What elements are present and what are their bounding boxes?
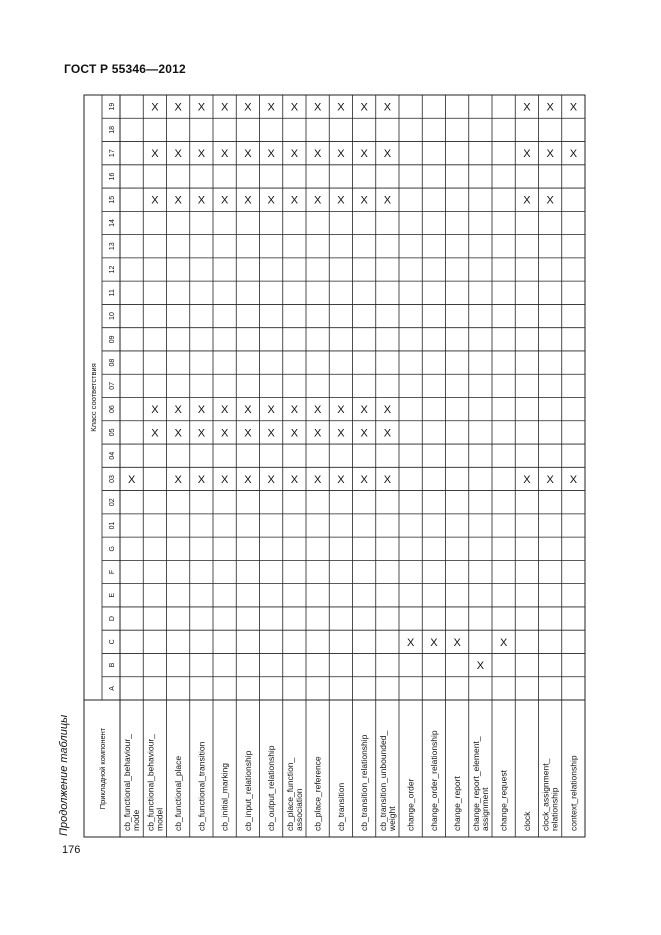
conformance-mark: X: [151, 427, 159, 440]
conformance-mark: X: [546, 101, 554, 114]
conformance-mark: X: [220, 473, 229, 486]
table-grid: [84, 95, 585, 837]
conformance-mark: X: [546, 194, 554, 207]
conformance-mark: X: [546, 148, 554, 161]
conformance-mark: X: [313, 194, 322, 207]
conformance-mark: X: [220, 427, 229, 440]
conformance-mark: X: [523, 101, 531, 114]
conformance-mark: X: [127, 473, 136, 486]
conformance-mark: X: [383, 404, 392, 417]
component-name: cb_place_reference: [312, 756, 323, 831]
conformance-mark: X: [383, 427, 392, 440]
conformance-mark: X: [151, 404, 159, 417]
conformance-mark: X: [523, 473, 531, 486]
column-label-01: 01: [109, 521, 116, 530]
component-name: relationship: [549, 787, 560, 831]
conformance-mark: X: [290, 148, 299, 161]
component-name: change_order: [405, 778, 416, 831]
conformance-mark: X: [220, 101, 229, 114]
component-name: cb_functional_behaviour_: [145, 734, 156, 831]
component-name: mode: [131, 809, 142, 831]
component-name: assignment: [479, 787, 490, 831]
column-label-18: 18: [109, 126, 116, 134]
component-name: clock: [521, 811, 532, 831]
column-label-04: 04: [109, 451, 116, 460]
component-name: cb_functional_transition: [196, 741, 207, 831]
column-label-19: 19: [109, 102, 116, 111]
class-header-label: Класс соответствия: [89, 363, 98, 432]
conformance-mark: X: [523, 194, 531, 207]
column-label-b: B: [109, 662, 116, 668]
conformance-mark: X: [499, 636, 508, 649]
conformance-mark: X: [197, 473, 206, 486]
conformance-mark: X: [244, 427, 252, 440]
column-label-e: E: [109, 592, 116, 598]
conformance-mark: X: [244, 148, 252, 161]
conformance-mark: X: [313, 404, 322, 417]
conformance-mark: X: [220, 194, 229, 207]
conformance-mark: X: [220, 148, 229, 161]
conformance-mark: X: [383, 473, 392, 486]
conformance-mark: X: [267, 427, 275, 440]
column-label-17: 17: [109, 149, 116, 158]
conformance-mark: X: [197, 101, 206, 114]
conformance-mark: X: [151, 194, 159, 207]
component-name: cb_transition_unbounded_: [377, 730, 388, 831]
conformance-mark: X: [151, 148, 159, 161]
conformance-mark: X: [360, 194, 368, 207]
conformance-mark: X: [267, 148, 275, 161]
column-label-16: 16: [109, 172, 116, 181]
conformance-mark: X: [174, 194, 182, 207]
column-label-03: 03: [109, 475, 116, 483]
component-name: change_report: [452, 776, 463, 831]
conformance-mark: X: [313, 427, 322, 440]
conformance-mark: X: [383, 101, 392, 114]
column-label-09: 09: [109, 335, 116, 344]
component-name: cb_functional_place: [173, 755, 184, 831]
conformance-mark: X: [267, 194, 275, 207]
column-label-07: 07: [109, 381, 116, 390]
conformance-mark: X: [174, 404, 182, 417]
column-label-02: 02: [109, 498, 116, 507]
conformance-mark: X: [406, 636, 415, 649]
column-label-g: G: [109, 546, 116, 552]
conformance-mark: X: [337, 148, 345, 161]
component-name: cb_place_function_: [284, 757, 295, 831]
conformance-mark: X: [360, 473, 368, 486]
component-name: cb_transition: [335, 782, 346, 831]
conformance-mark: X: [244, 101, 252, 114]
component-name: change_order_relationship: [428, 730, 439, 831]
conformance-mark: X: [337, 473, 345, 486]
conformance-mark: X: [244, 473, 252, 486]
conformance-mark: X: [290, 473, 299, 486]
conformance-mark: X: [546, 473, 554, 486]
column-label-f: F: [109, 569, 116, 575]
component-name: clock_assignment_: [540, 758, 551, 831]
page-number: 176: [62, 844, 81, 856]
component-name: cb_transition_relationship: [359, 734, 370, 831]
column-label-15: 15: [109, 195, 116, 204]
conformance-mark: X: [569, 148, 578, 161]
conformance-mark: X: [569, 473, 578, 486]
conformance-mark: X: [151, 101, 159, 114]
conformance-mark: X: [360, 427, 368, 440]
conformance-mark: X: [337, 194, 345, 207]
conformance-mark: X: [337, 101, 345, 114]
conformance-mark: X: [290, 101, 299, 114]
component-name: cb_input_relationship: [242, 750, 253, 831]
conformance-mark: X: [267, 473, 275, 486]
conformance-mark: X: [313, 101, 322, 114]
conformance-mark: X: [290, 427, 299, 440]
component-name: cb_functional_behaviour_: [122, 734, 133, 831]
conformance-mark: X: [569, 101, 578, 114]
conformance-mark: X: [313, 473, 322, 486]
column-label-13: 13: [109, 242, 116, 251]
conformance-mark: X: [360, 148, 368, 161]
conformance-mark: X: [267, 101, 275, 114]
component-header-label: Прикладной компонент: [98, 727, 107, 810]
conformance-mark: X: [174, 101, 182, 114]
column-label-05: 05: [109, 428, 116, 437]
conformance-mark: X: [337, 404, 345, 417]
column-label-a: A: [109, 686, 116, 691]
conformance-mark: X: [383, 148, 392, 161]
column-label-c: C: [109, 639, 116, 645]
document-standard-header: ГОСТ Р 55346—2012: [64, 62, 186, 76]
conformance-mark: X: [313, 148, 322, 161]
column-label-08: 08: [109, 358, 116, 367]
component-name: change_report_element_: [470, 736, 481, 831]
conformance-mark: X: [197, 194, 206, 207]
table-continuation-text: Продолжение таблицы: [58, 714, 70, 836]
component-name: change_request: [498, 770, 509, 831]
column-label-10: 10: [109, 312, 116, 320]
component-name: cb_output_relationship: [266, 745, 277, 831]
conformance-mark: X: [174, 473, 182, 486]
conformance-mark: X: [197, 404, 206, 417]
component-name: association: [293, 788, 304, 831]
conformance-mark: X: [360, 404, 368, 417]
conformance-mark: X: [337, 427, 345, 440]
component-name: context_relationship: [568, 755, 579, 831]
conformance-mark: X: [244, 194, 252, 207]
conformance-mark: X: [267, 404, 275, 417]
conformance-mark: X: [290, 194, 299, 207]
conformance-mark: X: [220, 404, 229, 417]
conformance-mark: X: [523, 148, 531, 161]
conformance-mark: X: [430, 636, 438, 649]
conformance-mark: X: [453, 636, 461, 649]
conformance-mark: X: [174, 148, 182, 161]
column-label-11: 11: [109, 289, 116, 297]
component-name: cb_initial_marking: [219, 762, 230, 831]
conformance-mark: X: [290, 404, 299, 417]
conformance-mark: X: [383, 194, 392, 207]
conformance-mark: X: [476, 660, 485, 673]
column-label-06: 06: [109, 405, 116, 414]
column-label-d: D: [109, 616, 116, 622]
conformance-mark: X: [174, 427, 182, 440]
column-label-12: 12: [109, 265, 116, 274]
component-name: weight: [386, 806, 397, 831]
conformance-mark: X: [360, 101, 368, 114]
conformance-mark: X: [197, 427, 206, 440]
column-label-14: 14: [109, 219, 116, 227]
component-name: model: [154, 807, 165, 831]
conformance-mark: X: [197, 148, 206, 161]
table-border: [84, 95, 585, 837]
conformance-mark: X: [244, 404, 252, 417]
